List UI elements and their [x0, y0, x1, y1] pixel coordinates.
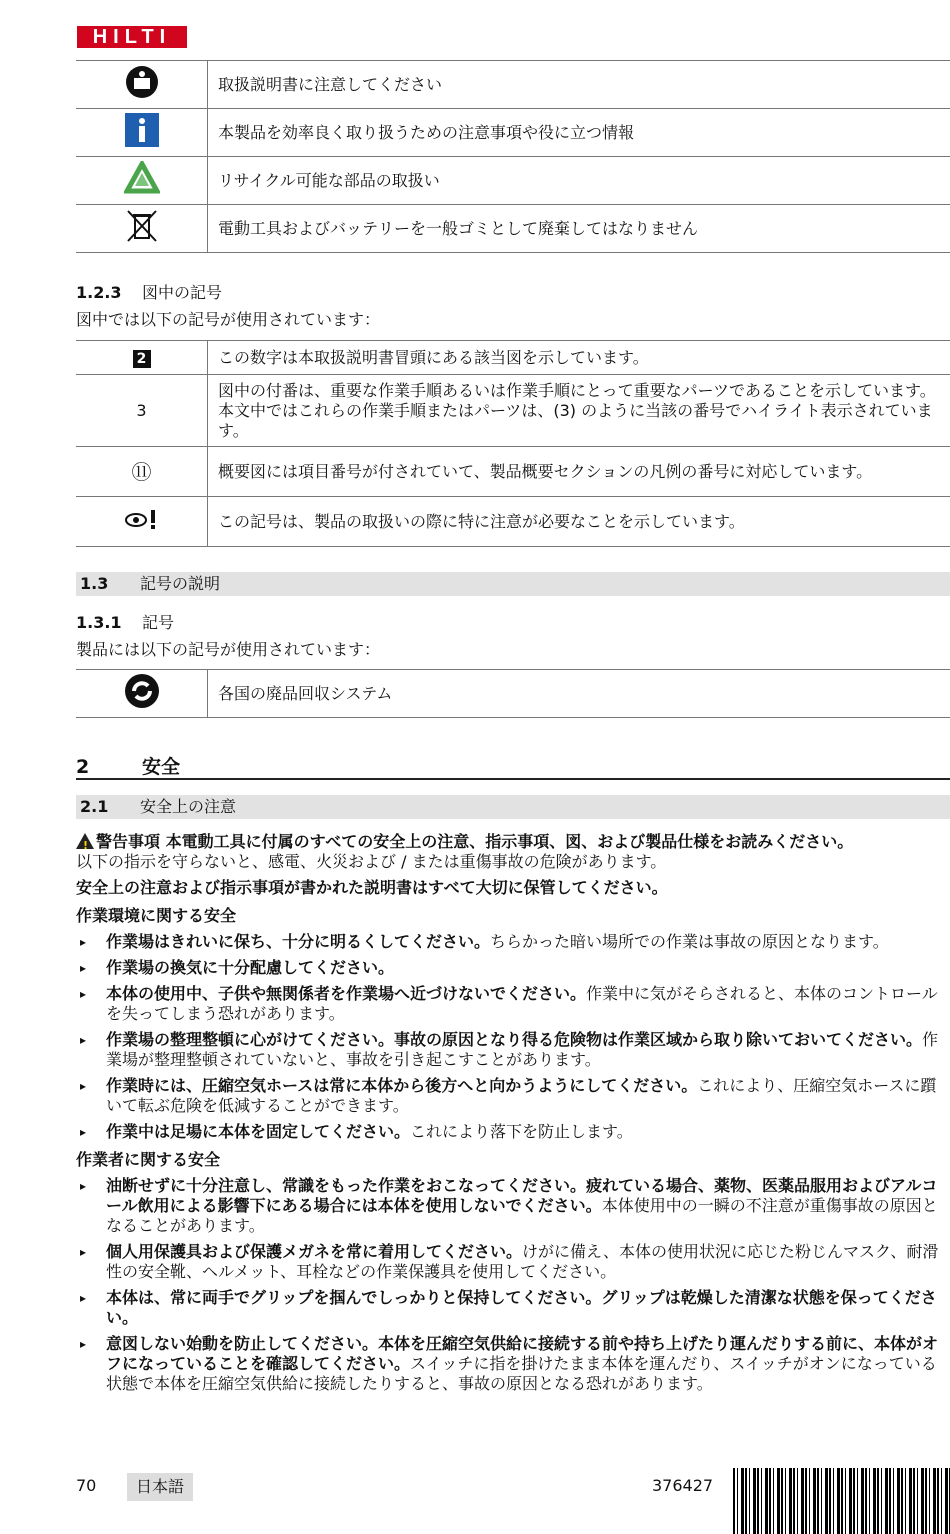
list-item: ▸ 作業中は足場に本体を固定してください。これにより落下を防止します。 — [80, 1122, 633, 1141]
manual-icon — [76, 61, 208, 109]
eye-attention-icon — [76, 497, 208, 547]
table-row — [76, 670, 950, 718]
intro-text: 図中では以下の記号が使用されています： — [76, 310, 381, 329]
bullet-icon: ▸ — [80, 961, 87, 975]
chapter-heading-2 — [76, 752, 950, 780]
warning-normal: 以下の指示を守らないと、感電、火災および / または重傷事故の危険があります。 — [76, 852, 667, 871]
table-row — [76, 341, 950, 375]
intro-text: 製品には以下の記号が使用されています： — [76, 640, 381, 659]
table-text: 各国の廃品回収システム — [208, 670, 950, 718]
keep-instructions: 安全上の注意および指示事項が書かれた説明書はすべて大切に保管してください。 — [76, 878, 668, 897]
section-heading-1-3-1 — [76, 610, 174, 633]
table-text: 図中の付番は、重要な作業手順あるいは作業手順にとって重要なパーツであることを示しています。本文中ではこれらの作業手順またはパーツは、(3) のように当該の番号でハイライト表示されています。 — [208, 375, 950, 447]
section-title: 記号 — [142, 613, 175, 632]
section-number: 1.3 — [80, 574, 109, 593]
list-item: ▸ 作業場の整理整頓に心がけてください。事故の原因となり得る危険物は作業区域から取り除いておいてください。作業場が整理整頓されていないと、事故を引き起こすことがあります。 — [80, 1030, 939, 1069]
subheading-workplace: 作業環境に関する安全 — [76, 906, 237, 925]
list-item: ▸ 油断せずに十分注意し、常識をもった作業をおこなってください。疲れている場合、薬物、医薬品服用およびアルコール飲用による影響下にある場合には本体を使用しないでください。本体使用中の一瞬の不注意が重傷事故の原因となることがあります。 — [80, 1176, 938, 1235]
figure-number-icon: 2 — [76, 341, 208, 375]
bullet-icon: ▸ — [80, 1033, 87, 1047]
bullet-icon: ▸ — [80, 1291, 87, 1305]
bullet-icon: ▸ — [80, 1079, 87, 1093]
list-item: ▸ 個人用保護具および保護メガネを常に着用してください。けがに備え、本体の使用状況に応じた粉じんマスク、耐滑性の安全靴、ヘルメット、耳栓などの作業保護具を使用してください。 — [80, 1242, 939, 1281]
table-row — [76, 447, 950, 497]
table-text: この記号は、製品の取扱いの際に特に注意が必要なことを示しています。 — [208, 497, 950, 547]
list-item: ▸ 作業場の換気に十分配慮してください。 — [80, 958, 395, 977]
table-row — [76, 205, 950, 253]
callout-number: 3 — [76, 375, 208, 447]
section-number: 1.2.3 — [76, 283, 122, 302]
table-row — [76, 61, 950, 109]
warning-paragraph — [76, 832, 950, 852]
crossed-bin-icon — [76, 205, 208, 253]
subheading-operator: 作業者に関する安全 — [76, 1150, 221, 1169]
info-icon — [76, 109, 208, 157]
page-number: 70 — [76, 1476, 97, 1495]
barcode-icon — [733, 1468, 950, 1534]
chapter-number: 2 — [76, 756, 90, 778]
table-text: リサイクル可能な部品の取扱い — [208, 157, 950, 205]
table-text: 概要図には項目番号が付されていて、製品概要セクションの凡例の番号に対応しています。 — [208, 447, 950, 497]
section-title: 記号の説明 — [140, 574, 221, 593]
table-row — [76, 375, 950, 447]
section-number: 2.1 — [80, 797, 109, 816]
bullet-icon: ▸ — [80, 1179, 87, 1193]
document-code: 376427 — [652, 1476, 714, 1495]
bullet-icon: ▸ — [80, 935, 87, 949]
section-title: 図中の記号 — [142, 283, 223, 302]
table-row — [76, 109, 950, 157]
hilti-logo: HILTI — [77, 26, 187, 48]
bullet-icon: ▸ — [80, 1245, 87, 1259]
list-item: ▸ 本体は、常に両手でグリップを掴んでしっかりと保持してください。グリップは乾燥した清潔な状態を保ってください。 — [80, 1288, 937, 1327]
bullet-icon: ▸ — [80, 1125, 87, 1139]
table-text: 電動工具およびバッテリーを一般ゴミとして廃棄してはなりません — [208, 205, 950, 253]
circled-number: ⑪ — [76, 447, 208, 497]
green-dot-icon — [76, 670, 208, 718]
symbol-table-general — [76, 60, 950, 253]
table-text: この数字は本取扱説明書冒頭にある該当図を示しています。 — [208, 341, 950, 375]
warning-bold: 警告事項 本電動工具に付属のすべての安全上の注意、指示事項、図、および製品仕様をお読みください。 — [96, 832, 854, 851]
section-title: 安全上の注意 — [140, 797, 237, 816]
warning-icon — [76, 833, 94, 849]
list-item: ▸ 意図しない始動を防止してください。本体を圧縮空気供給に接続する前や持ち上げたり運んだりする前に、本体がオフになっていることを確認してください。スイッチに指を掛けたまま本体を運んだり、スイッチがオンになっている状態で本体を圧縮空気供給に接続したりすると、事故の原因となる恐れがあります。 — [80, 1334, 939, 1393]
table-row — [76, 157, 950, 205]
table-row — [76, 497, 950, 547]
chapter-title: 安全 — [142, 756, 181, 778]
table-text: 本製品を効率良く取り扱うための注意事項や役に立つ情報 — [208, 109, 950, 157]
list-item: ▸ 作業時には、圧縮空気ホースは常に本体から後方へと向かうようにしてください。これにより、圧縮空気ホースに躓いて転ぶ危険を低減することができます。 — [80, 1076, 937, 1115]
recycle-icon — [76, 157, 208, 205]
bullet-icon: ▸ — [80, 1337, 87, 1351]
table-text: 取扱説明書に注意してください — [208, 61, 950, 109]
safety-content — [76, 832, 950, 1394]
list-item: ▸ 作業場はきれいに保ち、十分に明るくしてください。ちらかった暗い場所での作業は事故の原因となります。 — [80, 932, 889, 951]
section-bar-1-3 — [76, 572, 950, 596]
language-tab: 日本語 — [127, 1473, 193, 1501]
section-heading-1-2-3 — [76, 280, 222, 303]
bullet-icon: ▸ — [80, 987, 87, 1001]
symbol-table-figures — [76, 340, 950, 547]
section-bar-2-1 — [76, 795, 950, 819]
section-number: 1.3.1 — [76, 613, 122, 632]
symbol-table-product — [76, 669, 950, 718]
list-item: ▸ 本体の使用中、子供や無関係者を作業場へ近づけないでください。作業中に気がそらされると、本体のコントロールを失ってしまう恐れがあります。 — [80, 984, 938, 1023]
